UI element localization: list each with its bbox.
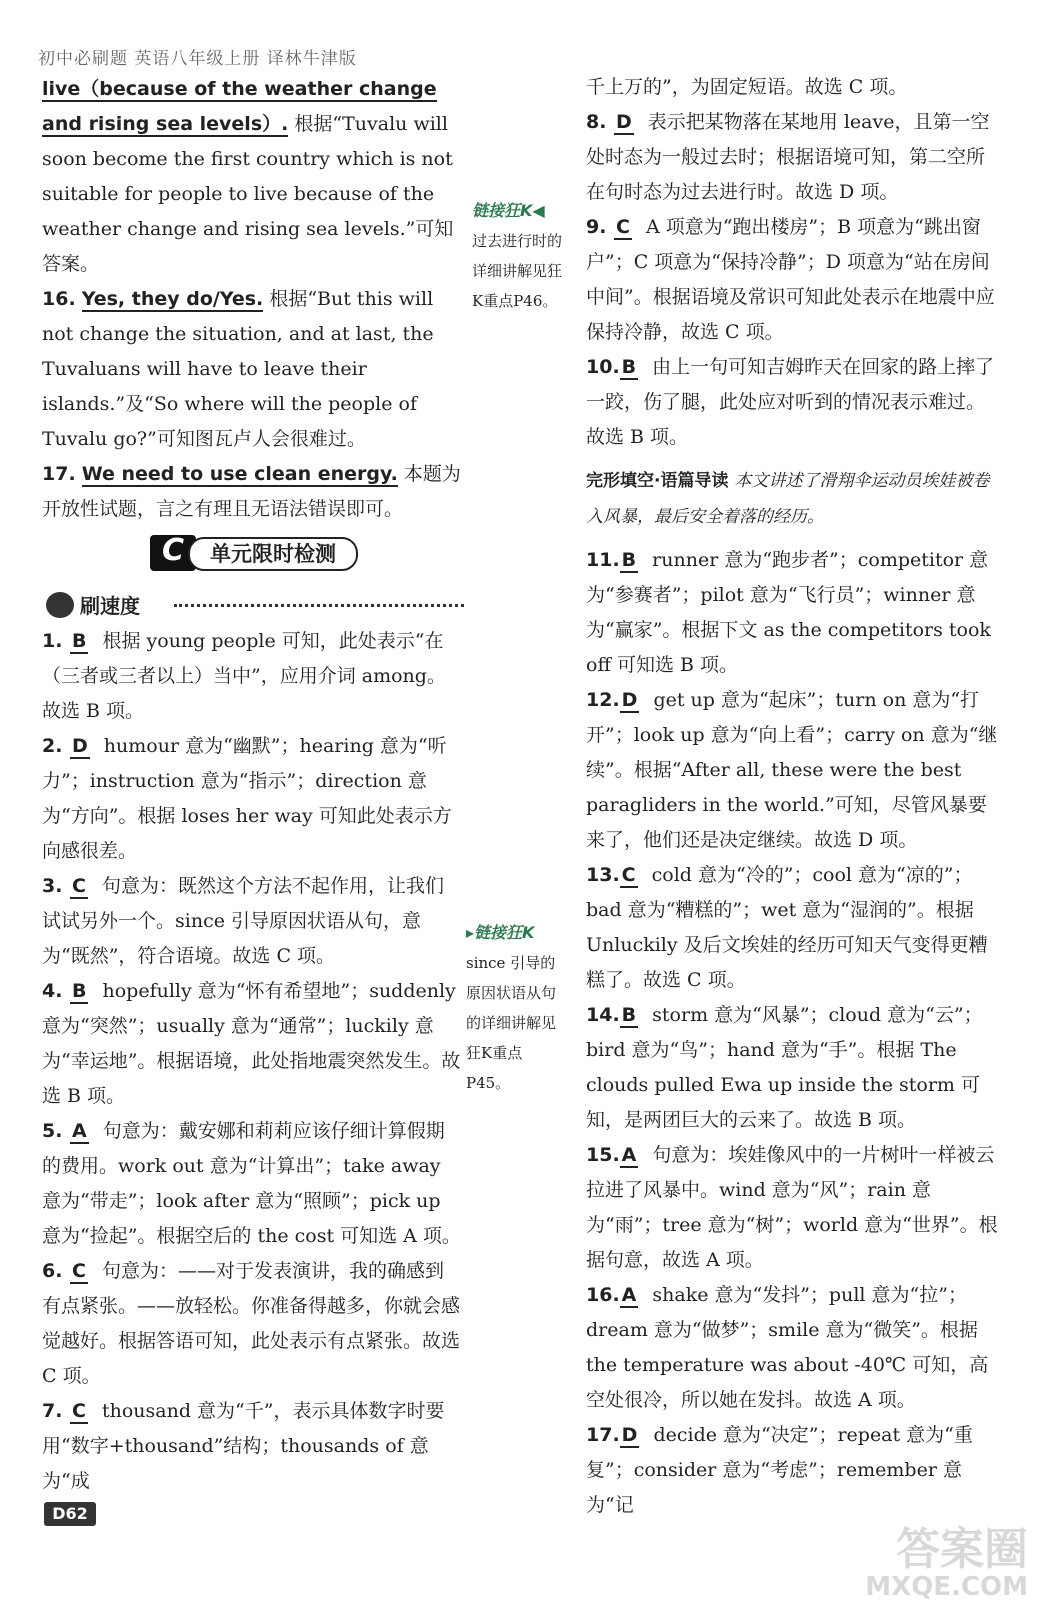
answer-item-3 (42, 869, 462, 974)
answer-item-11 (586, 543, 1001, 683)
left-column (42, 72, 462, 527)
right-column (586, 70, 1001, 1523)
item-answer: D (621, 1424, 638, 1446)
watermark-logo (798, 1524, 1028, 1602)
cloze-summary: 本文讲述了滑翔伞运动员埃娃被卷入风暴，最后安全着落的经历。 (586, 471, 990, 527)
item-explanation: 表示把某物落在某地用 leave，且第一空处时态为一般过去时；根据语境可知，第二空所在句时态为过去进行时。故选 D 项。 (586, 111, 990, 203)
answer-item-1 (42, 624, 462, 729)
item-number: 8. (586, 111, 607, 133)
item-explanation: cold 意为“冷的”；cool 意为“凉的”；bad 意为“糟糕的”；wet 意为“湿润的”。根据 Unluckily 及后文埃娃的经历可知天气变得更糟糕了。故选 C 项。 (586, 864, 988, 991)
page-header: 初中必刷题 英语八年级上册 译林牛津版 (38, 49, 357, 69)
item-answer: C (72, 1260, 86, 1282)
item-explanation: hopefully 意为“怀有希望地”；suddenly 意为“突然”；usually 意为“通常”；luckily 意为“幸运地”。根据语境，此处指地震突然发生。故选 B 项。 (42, 980, 461, 1107)
item-explanation: storm 意为“风暴”；cloud 意为“云”；bird 意为“鸟”；hand 意为“手”。根据 The clouds pulled Ewa up inside the storm 可知，是两团巨大的云来了。故选 B 项。 (586, 1004, 983, 1131)
right-top-line: 千上万的”，为固定短语。故选 C 项。 (586, 76, 908, 98)
left-answers-list (42, 624, 462, 1499)
item-explanation: 句意为：戴安娜和莉莉应该仔细计算假期的费用。work out 意为“计算出”；take away 意为“带走”；look after 意为“照顾”；pick up 意为“捡起”。根据空后的 the cost 可知选 A 项。 (42, 1120, 461, 1247)
intro-text: 根据“Tuvalu will soon become the first country which is not suitable for people to live because of the weather change and rising sea levels.”可知答案。 (42, 113, 454, 275)
item-number: 5. (42, 1120, 63, 1142)
q16-block (42, 282, 462, 457)
q17-answer: We need to use clean energy. (81, 463, 398, 485)
item-number: 9. (586, 216, 607, 238)
item-answer: B (621, 1004, 637, 1026)
item-number: 10. (586, 356, 620, 378)
item-answer: C (621, 864, 636, 886)
side-note-title: 链接狂K◀ (472, 201, 545, 220)
item-explanation: A 项意为“跑出楼房”；B 项意为“跳出窗户”；C 项意为“保持冷静”；D 项意为“站在房间中间”。根据语境及常识可知此处表示在地震中应保持冷静，故选 C 项。 (586, 216, 995, 343)
item-explanation: 句意为：——对于发表演讲，我的确感到有点紧张。——放轻松。你准备得越多，你就会感觉越好。根据答语可知，此处表示有点紧张。故选 C 项。 (42, 1260, 461, 1387)
side-note-1 (472, 196, 572, 316)
answer-item-2 (42, 729, 462, 869)
item-number: 14. (586, 1004, 620, 1026)
item-answer: A (621, 1144, 637, 1166)
cloze-intro (586, 463, 1001, 535)
dotted-divider (174, 604, 464, 607)
answer-item-17 (586, 1418, 1001, 1523)
item-explanation: 句意为：埃娃像风中的一片树叶一样被云拉进了风暴中。wind 意为“风”；rain 意为“雨”；tree 意为“树”；world 意为“世界”。根据句意，故选 A 项。 (586, 1144, 998, 1271)
item-number: 12. (586, 689, 620, 711)
item-number: 17. (586, 1424, 620, 1446)
answer-item-8 (586, 105, 1001, 210)
page-number: D62 (44, 1502, 96, 1526)
pencil-badge-icon (46, 592, 74, 618)
item-answer: A (621, 1284, 637, 1306)
banner-letter: C (162, 533, 185, 568)
q17-text: 本题为开放性试题，言之有理且无语法错误即可。 (42, 463, 461, 520)
side-note-text: since 引导的原因状语从句的详细讲解见狂K重点P45。 (466, 954, 557, 1092)
item-explanation: thousand 意为“千”，表示具体数字时要用“数字+thousand”结构；thousands of 意为“成 (42, 1400, 445, 1492)
q17-block (42, 457, 462, 527)
item-number: 2. (42, 735, 63, 757)
answer-item-4 (42, 974, 462, 1114)
item-explanation: runner 意为“跑步者”；competitor 意为“参赛者”；pilot 意为“飞行员”；winner 意为“赢家”。根据下文 as the competitors took off 可知选 B 项。 (586, 549, 991, 676)
answer-item-12 (586, 683, 1001, 858)
item-number: 6. (42, 1260, 63, 1282)
intro-answer: live（because of the weather change and rising sea levels）. (42, 78, 437, 135)
unit-test-banner (150, 535, 356, 571)
item-answer: B (621, 549, 637, 571)
side-note-text: 过去进行时的详细讲解见狂K重点P46。 (472, 232, 563, 310)
item-answer: C (72, 875, 86, 897)
speed-label: 刷速度 (80, 594, 140, 618)
answer-item-7 (42, 1394, 462, 1499)
watermark-text: 答案圈 (896, 1524, 1028, 1575)
answer-item-13 (586, 858, 1001, 998)
answer-item-16 (586, 1278, 1001, 1418)
item-explanation: decide 意为“决定”；repeat 意为“重复”；consider 意为“考虑”；remember 意为“记 (586, 1424, 973, 1516)
item-answer: A (72, 1120, 87, 1142)
item-number: 4. (42, 980, 63, 1002)
answer-item-15 (586, 1138, 1001, 1278)
item-number: 13. (586, 864, 620, 886)
item-number: 7. (42, 1400, 63, 1422)
intro-block (42, 72, 462, 282)
item-answer: B (621, 356, 637, 378)
item-answer: D (616, 111, 632, 133)
item-answer: B (72, 630, 87, 652)
item-number: 11. (586, 549, 620, 571)
watermark-url: MXQE.COM (865, 1572, 1028, 1602)
answer-item-6 (42, 1254, 462, 1394)
item-number: 3. (42, 875, 63, 897)
side-note-2 (466, 918, 566, 1098)
item-explanation: 由上一句可知吉姆昨天在回家的路上摔了一跤，伤了腿，此处应对听到的情况表示难过。故选 B 项。 (586, 356, 995, 448)
item-explanation: get up 意为“起床”；turn on 意为“打开”；look up 意为“向上看”；carry on 意为“继续”。根据“After all, these were the best paragliders in the world.”可知，尽管风暴要来了，他们还是决定继续。故选 D 项。 (586, 689, 998, 851)
item-explanation: shake 意为“发抖”；pull 意为“拉”；dream 意为“做梦”；smile 意为“微笑”。根据 the temperature was about -40℃ 可知，高空处很冷，所以她在发抖。故选 A 项。 (586, 1284, 989, 1411)
item-number: 1. (42, 630, 63, 652)
banner-title: 单元限时检测 (188, 537, 358, 571)
answer-item-9 (586, 210, 1001, 350)
speed-section-header (46, 588, 462, 622)
item-number: 15. (586, 1144, 620, 1166)
item-number: 16. (586, 1284, 620, 1306)
answer-item-5 (42, 1114, 462, 1254)
q16-number: 16. (42, 288, 76, 310)
item-explanation: 句意为：既然这个方法不起作用，让我们试试另外一个。since 引导原因状语从句，意为“既然”，符合语境。故选 C 项。 (42, 875, 444, 967)
item-answer: D (72, 735, 88, 757)
item-explanation: humour 意为“幽默”；hearing 意为“听力”；instruction 意为“指示”；direction 意为“方向”。根据 loses her way 可知此处表示方向感很差。 (42, 735, 452, 862)
item-explanation: 根据 young people 可知，此处表示“在（三者或三者以上）当中”，应用介词 among。故选 B 项。 (42, 630, 446, 722)
cloze-heading: 完形填空·语篇导读 (586, 471, 729, 491)
q16-text: 根据“But this will not change the situation, and at last, the Tuvaluans will have to leave their islands.”及“So where will the people of Tuvalu go?”可知图瓦卢人会很难过。 (42, 288, 434, 450)
item-answer: C (616, 216, 630, 238)
q16-answer: Yes, they do/Yes. (81, 288, 264, 310)
q17-number: 17. (42, 463, 76, 485)
side-note-title: ▸链接狂K (466, 923, 535, 942)
item-answer: B (72, 980, 87, 1002)
answer-item-14 (586, 998, 1001, 1138)
answer-item-10 (586, 350, 1001, 455)
item-answer: D (621, 689, 638, 711)
item-answer: C (72, 1400, 86, 1422)
